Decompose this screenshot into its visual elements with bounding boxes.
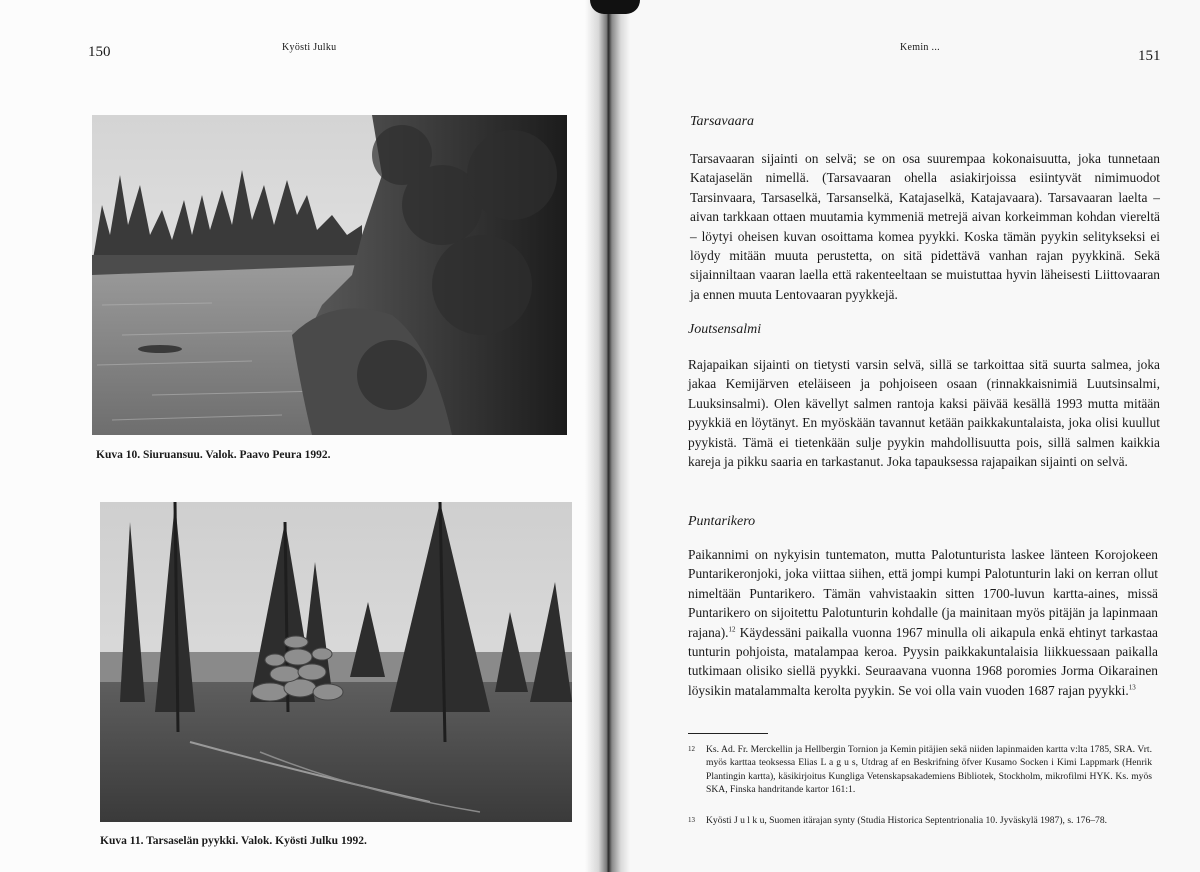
footnote-12-text: Ks. Ad. Fr. Merckellin ja Hellbergin Tornion ja Kemin pitäjien sekä niiden lapinmaiden kartta v:lta 1785, SRA. Vrt. myös karttaa teoksessa Elias L a g u s, Utdrag af en Beskrifning öfver Kusamo Socken i Kimi Lappmark (Henrik Plantingin kartta), käsikirjoitus Kungliga Vetenskapsakademiens Bibliotek, Stockholm, mikrofilmi HYK. Ks. myös SKA, Finska handritande kartor 161:1. [706, 744, 1152, 796]
footnote-12-number: 12 [688, 745, 695, 753]
section-title-joutsensalmi: Joutsensalmi [688, 322, 762, 337]
book-gutter [585, 0, 630, 872]
section-text-joutsensalmi: Rajapaikan sijainti on tietysti varsin selvä, sillä se tarkoittaa sitä suurta salmea, joka jakaa Kemijärven eteläiseen ja pohjoiseen osaan (rinnakkaisnimiä Luutsinsalmi, Luuksinsalmi). Olen kävellyt salmen rantoja kaksi päivää kesällä 1993 mutta mitään pyykkiä en löytänyt. En myöskään tavannut ketään paikkakuntalaista, joka olisi kuullut pyykistä. Tämä ei tietenkään sulje pyykin mahdollisuutta pois, sillä salmen kaikkia kareja ja pikku saaria en tarkastanut. Joka tapauksessa rajapaikan sijainti on selvä. [688, 357, 1160, 470]
footnote-rule [688, 733, 768, 734]
page-number-left: 150 [88, 44, 111, 60]
running-head-right: Kemin ... [900, 42, 940, 53]
section-text-tarsavaara: Tarsavaaran sijainti on selvä; se on osa suurempaa kokonaisuutta, joka tunnetaan Katajaselän nimellä. (Tarsavaaran ohella asiakirjoissa esiintyvät nimimuodot Tarsinvaara, Tarsaselkä, Tarsanselkä, Katajaselkä, Katajavaara). Tarsavaaran laelta – aivan tarkkaan ottaen muutamia kymmeniä metrejä aivan korkeimman kohdan viereltä – löytyi oheisen kuvan osoittama komea pyykki. Koska tämän pyykin selitykseksi ei löydy mitään muuta perustetta, on sitä pidettävä vanhan rajan pyykkinä. Sekä sijainniltaan vaaran laella että rakenteeltaan se muistuttaa hyvin läheisesti Liittovaaran ja ennen muuta Lentovaaran pyykkejä. [690, 151, 1160, 302]
figure-11-caption: Kuva 11. Tarsaselän pyykki. Valok. Kyösti Julku 1992. [100, 835, 367, 847]
section-title-tarsavaara: Tarsavaara [690, 114, 755, 129]
photo-tarsaselka-cairn [100, 502, 572, 822]
footnote-13 [688, 814, 1152, 827]
puntarikero-text-part-a: Paikannimi on nykyisin tuntematon, mutta Palotunturista laskee länteen Korojokeen Puntarikeronjoki, joka viittaa siihen, että jompi kumpi Palotunturin laki on kerran ollut nimeltään Puntarikero. Tämän vahvistaakin sitten 1700-luvun kartta-aines, missä Puntarikero on sijoitettu Palotunturin kohdalle (ja mainitaan myös pitäjän ja lapinmaan rajana). [688, 547, 1158, 640]
footnote-13-text: Kyösti J u l k u, Suomen itärajan synty (Studia Historica Septentrionalia 10. Jyväskylä 1987), s. 176–78. [706, 815, 1108, 826]
right-page [600, 0, 1200, 872]
figure-10-caption: Kuva 10. Siuruansuu. Valok. Paavo Peura 1992. [96, 449, 331, 461]
note-ref-13: 13 [1128, 683, 1136, 692]
footnote-13-number: 13 [688, 816, 695, 824]
puntarikero-text-part-b: Käydessäni paikalla vuonna 1967 minulla oli aikapula enkä ehtinyt tarkastaa tunturin pohjoista, matalampaa keroa. Pyysin paikkakuntalaisia liikkuessaan paikalla tutkimaan olisiko siellä pyykki. Seuraavana vuonna 1968 poromies Jorma Oikarainen löysikin matalammalta kerolta pyykin. Se voi olla vain vuoden 1687 rajan pyykki. [688, 624, 1158, 698]
gutter-shadow [590, 0, 640, 14]
note-ref-12: 12 [728, 625, 736, 634]
page-number-right: 151 [1138, 48, 1161, 64]
section-title-puntarikero: Puntarikero [688, 514, 756, 529]
footnote-12 [688, 743, 1152, 797]
running-head-left: Kyösti Julku [282, 42, 337, 53]
section-text-puntarikero [688, 545, 1158, 700]
photo-siuruansuu [92, 115, 567, 435]
